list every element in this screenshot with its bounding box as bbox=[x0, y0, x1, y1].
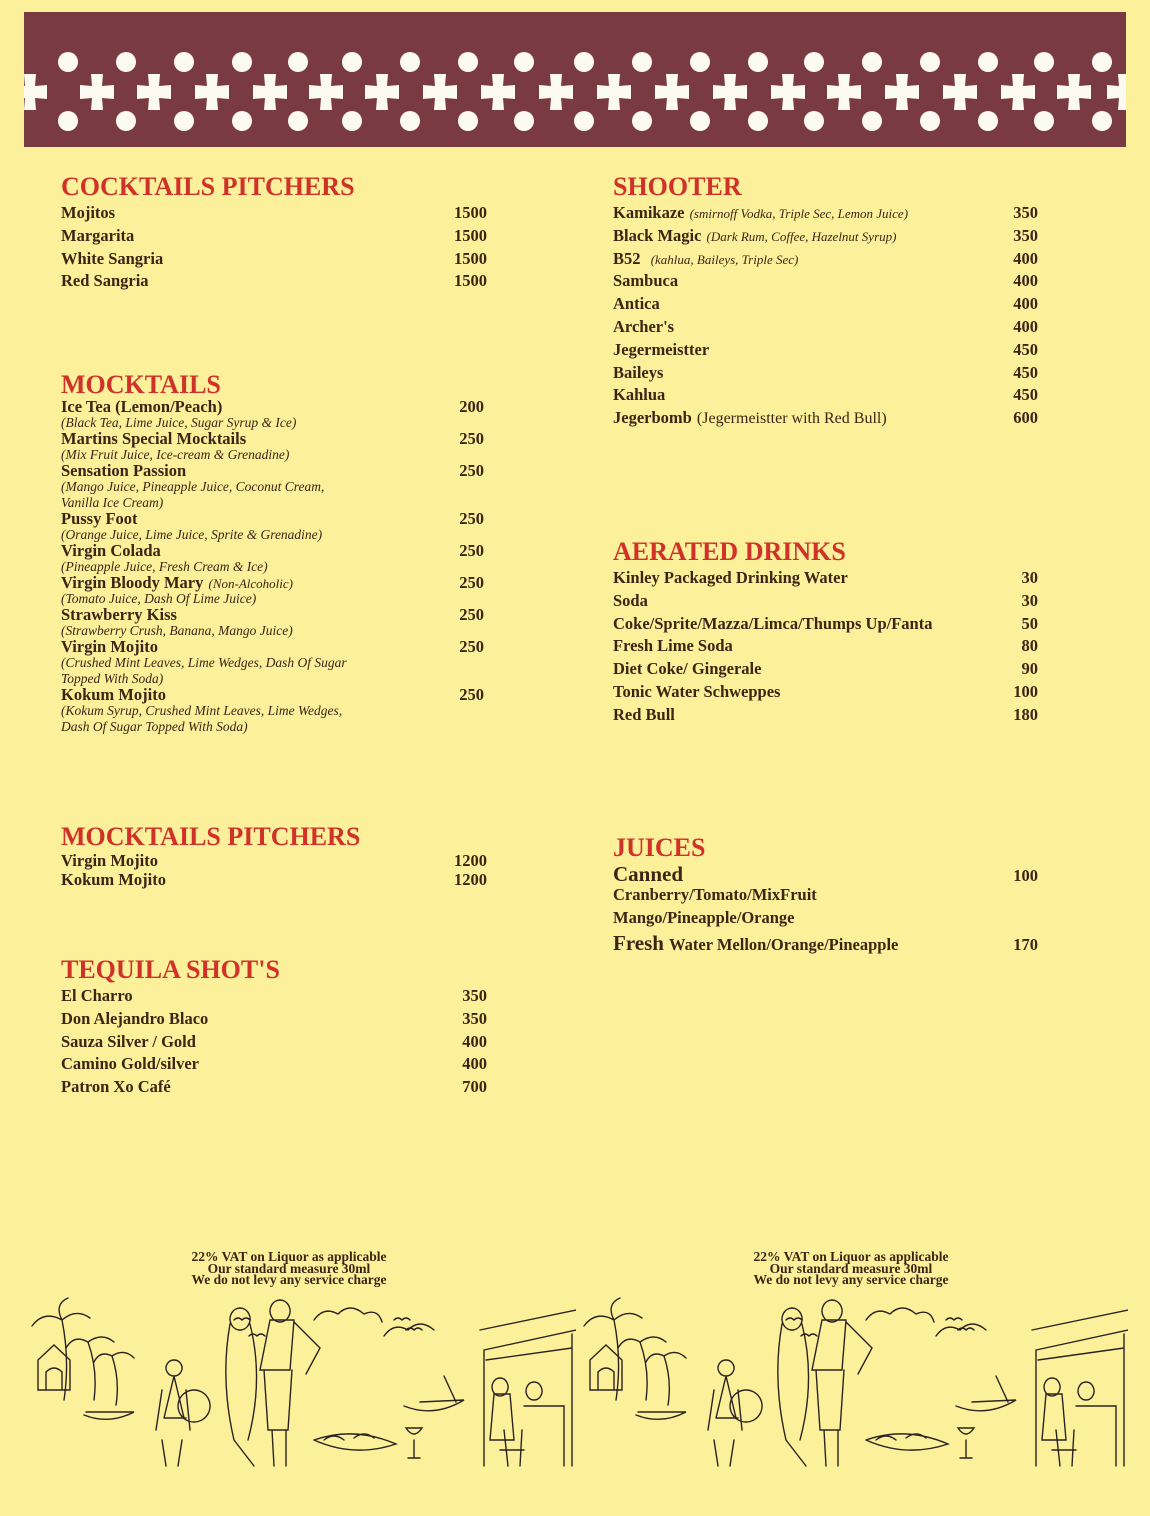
menu-item bbox=[61, 463, 487, 511]
item-name: Virgin Bloody Mary bbox=[61, 573, 204, 592]
item-name: Kokum Mojito bbox=[61, 685, 166, 704]
item-name: Strawberry Kiss bbox=[61, 605, 177, 624]
section-juices bbox=[613, 834, 1038, 954]
item-description: (Kokum Syrup, Crushed Mint Leaves, Lime Wedges, Dash Of Sugar Topped With Soda) bbox=[61, 703, 343, 734]
footer-note-right: 22% VAT on Liquor as applicable Our standard measure 30ml We do not levy any service charge bbox=[753, 1249, 949, 1287]
item-name: Kamikaze bbox=[613, 203, 685, 222]
item-description: (Black Tea, Lime Juice, Sugar Syrup & Ice) bbox=[61, 415, 297, 430]
section-title: SHOOTER bbox=[613, 172, 742, 201]
menu-item bbox=[61, 575, 487, 607]
menu-item: El Charro 350 bbox=[61, 986, 487, 1005]
menu-item: Soda 30 bbox=[613, 590, 1038, 610]
item-name: Virgin Colada bbox=[61, 541, 161, 560]
menu-item bbox=[61, 639, 487, 687]
menu-item: Fresh Lime Soda 80 bbox=[613, 636, 1038, 656]
item-name: Pussy Foot bbox=[61, 509, 138, 528]
item-description: (Pineapple Juice, Fresh Cream & Ice) bbox=[61, 559, 268, 574]
section-tequila-shots bbox=[61, 956, 487, 1100]
item-price: 250 bbox=[459, 541, 484, 560]
decorative-banner bbox=[24, 12, 1126, 147]
goa-beach-scene-illustration-icon bbox=[576, 1290, 1128, 1470]
item-price: 350 bbox=[1013, 225, 1038, 245]
menu-item: Patron Xo Café 700 bbox=[61, 1077, 487, 1097]
item-note: (smirnoff Vodka, Triple Sec, Lemon Juice) bbox=[689, 206, 909, 221]
menu-item bbox=[613, 408, 1038, 431]
item-note: (kahlua, Baileys, Triple Sec) bbox=[650, 251, 799, 267]
menu-item bbox=[613, 340, 1038, 363]
section-mocktails-pitchers bbox=[61, 823, 487, 889]
menu-item bbox=[613, 317, 1038, 340]
item-description: (Tomato Juice, Dash Of Lime Juice) bbox=[61, 591, 257, 606]
menu-item bbox=[61, 543, 487, 575]
menu-item bbox=[61, 607, 487, 639]
menu-item bbox=[613, 203, 1038, 226]
menu-item bbox=[613, 271, 1038, 294]
item-name: Archer's bbox=[613, 316, 675, 336]
section-title: TEQUILA SHOT'S bbox=[61, 955, 280, 984]
item-description: (Strawberry Crush, Banana, Mango Juice) bbox=[61, 623, 293, 638]
menu-item: Kinley Packaged Drinking Water 30 bbox=[613, 568, 1038, 587]
menu-item bbox=[61, 431, 487, 463]
menu-item bbox=[613, 294, 1038, 317]
menu-item-fresh: Fresh Water Mellon/Orange/Pineapple 170 bbox=[613, 931, 1038, 955]
item-description: (Orange Juice, Lime Juice, Sprite & Grenadine) bbox=[61, 527, 323, 542]
item-name: Kahlua bbox=[613, 385, 666, 405]
item-price: 250 bbox=[459, 637, 484, 656]
item-price: 600 bbox=[1013, 408, 1038, 428]
menu-item: Margarita 1500 bbox=[61, 225, 487, 245]
menu-item: Kokum Mojito 1200 bbox=[61, 870, 487, 889]
section-title: AERATED DRINKS bbox=[613, 537, 846, 566]
section-title: MOCKTAILS PITCHERS bbox=[61, 822, 361, 851]
item-note: (Dark Rum, Coffee, Hazelnut Syrup) bbox=[706, 228, 897, 244]
menu-item bbox=[61, 511, 487, 543]
item-name: Sambuca bbox=[613, 271, 679, 291]
menu-item bbox=[61, 399, 487, 431]
item-name: Ice Tea (Lemon/Peach) bbox=[61, 397, 223, 416]
item-price: 250 bbox=[459, 509, 484, 528]
menu-item bbox=[61, 687, 487, 735]
menu-item: Don Alejandro Blaco 350 bbox=[61, 1008, 487, 1028]
canned-varieties-line: Cranberry/Tomato/MixFruit bbox=[613, 885, 817, 904]
item-name: B52 bbox=[613, 248, 641, 268]
item-name: Sensation Passion bbox=[61, 461, 187, 480]
item-description: (Mango Juice, Pineapple Juice, Coconut Cream, Vanilla Ice Cream) bbox=[61, 479, 325, 510]
section-title: JUICES bbox=[613, 833, 706, 862]
section-aerated-drinks bbox=[613, 538, 1038, 728]
item-price: 450 bbox=[1013, 385, 1038, 405]
item-price: 250 bbox=[459, 429, 484, 448]
menu-item bbox=[613, 385, 1038, 408]
menu-item: Tonic Water Schweppes 100 bbox=[613, 681, 1038, 701]
item-price: 250 bbox=[459, 605, 484, 624]
goa-beach-scene-illustration-icon bbox=[24, 1290, 576, 1470]
item-price: 400 bbox=[1013, 294, 1038, 314]
menu-item: Red Bull 180 bbox=[613, 704, 1038, 724]
menu-item: Red Sangria 1500 bbox=[61, 271, 487, 291]
menu-item: Coke/Sprite/Mazza/Limca/Thumps Up/Fanta 50 bbox=[613, 613, 1038, 633]
item-description: (Mix Fruit Juice, Ice-cream & Grenadine) bbox=[61, 447, 290, 462]
item-price: 250 bbox=[459, 573, 484, 592]
item-price: 400 bbox=[1013, 248, 1038, 268]
item-name: Jegermeistter bbox=[613, 339, 710, 359]
item-name: Black Magic bbox=[613, 225, 702, 245]
canned-varieties-line: Mango/Pineapple/Orange bbox=[613, 908, 795, 927]
menu-item: Camino Gold/silver 400 bbox=[61, 1054, 487, 1074]
item-name: Antica bbox=[613, 294, 660, 314]
menu-item bbox=[613, 249, 1038, 272]
item-price: 400 bbox=[1013, 316, 1038, 336]
item-price: 200 bbox=[459, 397, 484, 416]
menu-item-canned: Canned 100 bbox=[613, 862, 1038, 886]
item-name: Jegerbomb bbox=[613, 408, 692, 428]
item-price: 250 bbox=[459, 685, 484, 704]
menu-item: Mojitos 1500 bbox=[61, 203, 487, 222]
section-shooter bbox=[613, 173, 1038, 431]
item-note: (Jegermeistter with Red Bull) bbox=[696, 410, 887, 428]
footer-note-left: 22% VAT on Liquor as applicable Our standard measure 30ml We do not levy any service charge bbox=[191, 1249, 387, 1287]
section-title: MOCKTAILS bbox=[61, 370, 221, 399]
item-price: 450 bbox=[1013, 339, 1038, 359]
menu-item bbox=[613, 363, 1038, 386]
menu-item: Sauza Silver / Gold 400 bbox=[61, 1031, 487, 1051]
menu-item: Diet Coke/ Gingerale 90 bbox=[613, 659, 1038, 679]
item-name: Martins Special Mocktails bbox=[61, 429, 247, 448]
menu-item: White Sangria 1500 bbox=[61, 248, 487, 268]
item-note: (Non-Alcoholic) bbox=[208, 576, 293, 591]
item-description: (Crushed Mint Leaves, Lime Wedges, Dash Of Sugar Topped With Soda) bbox=[61, 655, 347, 686]
menu-item bbox=[613, 226, 1038, 249]
item-price: 400 bbox=[1013, 271, 1038, 291]
item-price: 250 bbox=[459, 461, 484, 480]
item-price: 350 bbox=[1013, 203, 1038, 222]
section-title: COCKTAILS PITCHERS bbox=[61, 172, 355, 201]
section-mocktails bbox=[61, 371, 487, 735]
item-name: Virgin Mojito bbox=[61, 637, 158, 656]
section-cocktails-pitchers bbox=[61, 173, 487, 294]
cross-dot-pattern-icon bbox=[24, 12, 1126, 147]
menu-item: Virgin Mojito 1200 bbox=[61, 851, 487, 870]
item-price: 450 bbox=[1013, 362, 1038, 382]
item-name: Baileys bbox=[613, 362, 664, 382]
